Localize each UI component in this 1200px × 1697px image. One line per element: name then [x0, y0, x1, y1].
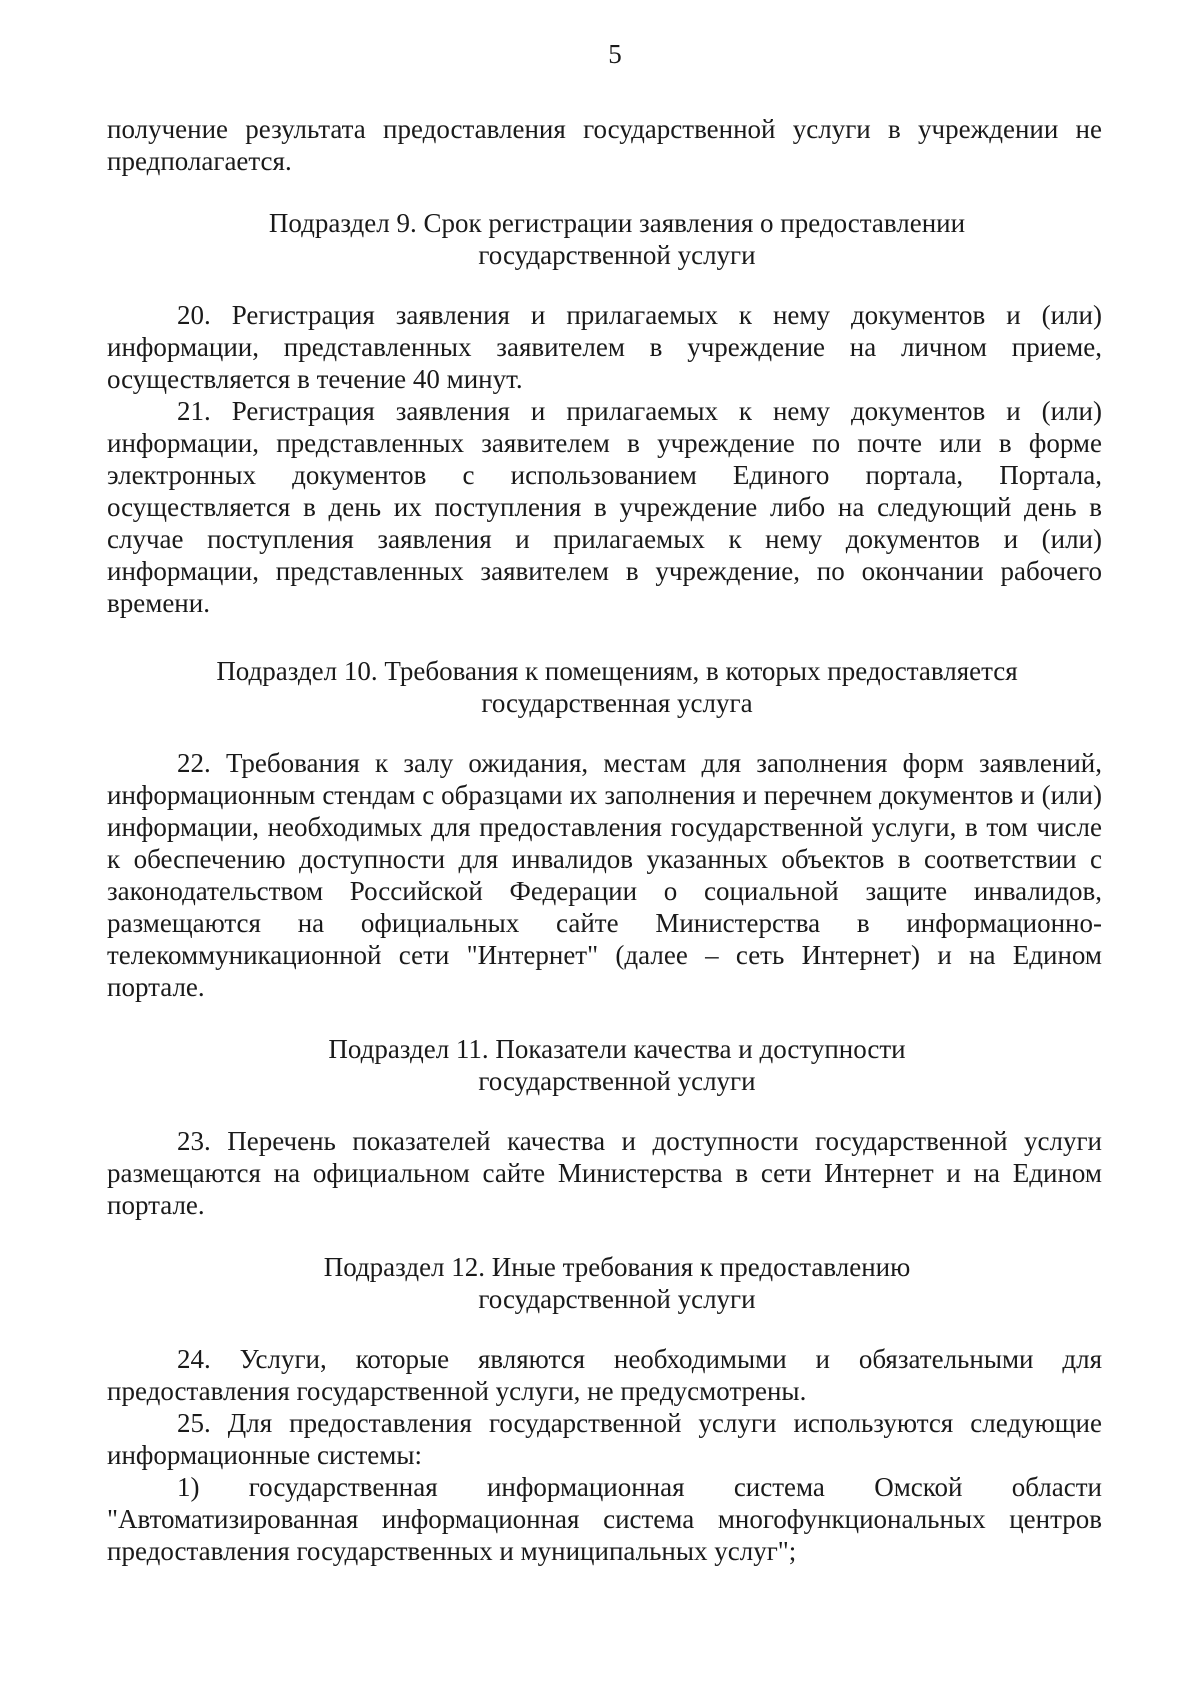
subsection-11-title-line-1: Подраздел 11. Показатели качества и доступности [328, 1034, 906, 1064]
subsection-10-heading [107, 655, 1102, 719]
paragraph-25: 25. Для предоставления государственной услуги используются следующие информационные системы: [107, 1408, 1102, 1470]
paragraph-24: 24. Услуги, которые являются необходимыми и обязательными для предоставления государственной услуги, не предусмотрены. [107, 1344, 1102, 1406]
page-number: 5 [608, 39, 622, 69]
paragraph-20: 20. Регистрация заявления и прилагаемых к нему документов и (или) информации, представленных заявителем в учреждение на личном приеме, осуществляется в течение 40 минут. [107, 300, 1102, 394]
subsection-12-title-line-2: государственной услуги [478, 1284, 756, 1314]
subsection-12-heading [107, 1251, 1102, 1315]
subsection-9-title-line-2: государственной услуги [478, 240, 756, 270]
paragraph-23: 23. Перечень показателей качества и доступности государственной услуги размещаются на официальном сайте Министерства в сети Интернет и на Едином портале. [107, 1126, 1102, 1220]
subsection-11-title-line-2: государственной услуги [478, 1066, 756, 1096]
subsection-9-title-line-1: Подраздел 9. Срок регистрации заявления о предоставлении [268, 208, 966, 238]
paragraph-22: 22. Требования к залу ожидания, местам для заполнения форм заявлений, информационным стендам с образцами их заполнения и перечнем документов и (или) информации, необходимых для предоставления государственной услуги, в том числе к обеспечению доступности для инвалидов указанных объектов в соответствии с законодательством Российской Федерации о социальной защите инвалидов, размещаются на официальных сайте Министерства в информационно-телекоммуникационной сети "Интернет" (далее – сеть Интернет) и на Едином портале. [107, 748, 1102, 1002]
document-body [107, 113, 1102, 1567]
subsection-10-title-line-2: государственная услуга [481, 688, 753, 718]
subsection-11-heading [107, 1033, 1102, 1097]
paragraph-25-item-1: 1) государственная информационная система Омской области "Автоматизированная информационная система многофункциональных центров предоставления государственных и муниципальных услуг"; [107, 1472, 1102, 1566]
paragraph-21: 21. Регистрация заявления и прилагаемых к нему документов и (или) информации, представленных заявителем в учреждение по почте или в форме электронных документов с использованием Единого портала, Портала, осуществляется в день их поступления в учреждение либо на следующий день в случае поступления заявления и прилагаемых к нему документов и (или) информации, представленных заявителем в учреждение, по окончании рабочего времени. [107, 396, 1102, 618]
subsection-12-title-line-1: Подраздел 12. Иные требования к предоставлению [323, 1252, 911, 1282]
subsection-10-title-line-1: Подраздел 10. Требования к помещениям, в которых предоставляется [216, 656, 1018, 686]
subsection-9-heading [107, 207, 1102, 271]
intro-paragraph: получение результата предоставления государственной услуги в учреждении не предполагается. [107, 114, 1102, 176]
